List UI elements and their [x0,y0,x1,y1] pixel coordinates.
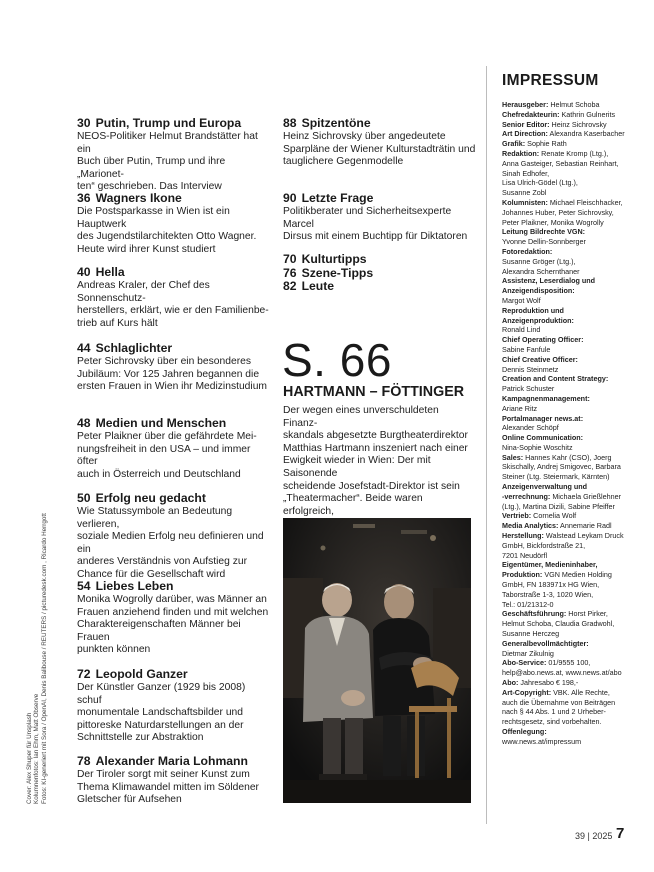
toc-entry[interactable] [77,416,272,481]
impressum-line [502,188,650,198]
impressum-value: VGN Medien Holding [542,570,612,580]
impressum-line [502,267,650,277]
toc-entry-heading [77,116,272,130]
toc-teaser-line: Sparpläne der Wiener Kulturstadträtin und [283,143,476,155]
impressum-label: Chefredakteurin: [502,109,560,119]
impressum-value: Alexandra Schernthaner [502,266,580,276]
impressum-label: Generalbevollmächtigter: [502,638,589,648]
impressum-value: auch die Übernahme von Beiträgen [502,697,616,707]
impressum-value: Michaela Grießlehner [550,491,622,501]
toc-teaser-line: Die Postsparkasse in Wien ist ein Hauptwerk [77,206,230,230]
impressum-value: Skischally, Andrej Smigovec, Barbara [502,462,621,472]
impressum-label: Geschäftsführung: [502,609,567,619]
toc-teaser-line: soziale Medien Erfolg neu definieren und ein [77,531,264,555]
toc-teaser [77,356,272,394]
impressum-value: Sophie Rath [525,139,567,149]
impressum-line [502,296,650,306]
toc-title: Letzte Frage [301,191,374,205]
impressum-line [502,129,650,139]
impressum-line [502,374,650,384]
impressum-label: Herausgeber: [502,100,549,109]
impressum-line [502,570,650,580]
toc-teaser [77,594,272,657]
toc-entry-heading [77,491,272,505]
impressum-line [502,462,650,472]
impressum-value: Heinz Sichrovsky [549,119,607,129]
toc-teaser-line: Peter Plaikner über die gefährdete Mei- [77,431,257,442]
impressum-line [502,169,650,179]
impressum-line [502,649,650,659]
toc-teaser-line: auch in Österreich und Deutschland [77,468,241,480]
toc-entry[interactable] [77,265,272,330]
page-number: 7 [616,825,625,842]
impressum-label: Online Communication: [502,433,584,443]
impressum-line [502,100,650,110]
toc-teaser [77,506,272,582]
toc-page-number: 50 [77,491,91,505]
impressum-line [502,218,650,228]
feature-page-number[interactable]: S. 66 [282,334,392,386]
toc-entry-heading [77,579,272,593]
toc-teaser-line: Andreas Kraler, der Chef des Sonnenschutz- [77,280,210,304]
impressum-value: Walstead Leykam Druck [543,531,624,541]
toc-entry-heading [77,754,272,768]
toc-entry[interactable] [77,341,272,394]
toc-teaser-line: Dirsus mit einem Buchtipp für Diktatoren [283,231,468,243]
toc-page-number: 30 [77,116,91,130]
toc-page-number: 48 [77,416,91,430]
impressum-value: Alexander Schöpf [502,423,559,433]
toc-teaser-line: Schnittstelle zur Abstraktion [77,732,204,744]
toc-teaser [77,280,272,330]
toc-page-number: 72 [77,667,91,681]
impressum-value: Renate Kromp (Ltg.), [539,148,609,158]
impressum-label: Grafik: [502,139,526,149]
toc-title: Wagners Ikone [95,191,182,205]
impressum-label: Anzeigenproduktion: [502,315,574,325]
toc-page-number: 90 [283,191,297,205]
impressum-value: Alexandra Kaserbacher [547,129,625,139]
impressum-line [502,443,650,453]
toc-entry[interactable] [77,491,272,582]
impressum-value: Annemarie Radl [558,521,612,531]
toc-entry[interactable] [77,191,272,256]
impressum-line [502,355,650,365]
toc-entry-heading [77,265,272,279]
impressum-label: Leitung Bildrechte VGN: [502,227,586,237]
impressum-label: Redaktion: [502,148,540,158]
impressum-line [502,110,650,120]
impressum-line [502,316,650,326]
impressum-line [502,365,650,375]
impressum-line [502,609,650,619]
impressum-line [502,472,650,482]
toc-teaser-line: Der Tiroler sorgt mit seiner Kunst zum [77,769,250,780]
toc-teaser-line: anderes Verständnis von Aufstieg zur [77,556,248,568]
toc-entry-heading [283,116,478,130]
impressum-line [502,502,650,512]
toc-teaser-line: Frauen anziehend finden und mit welchen [77,606,269,618]
impressum-line [502,394,650,404]
toc-teaser-line: Der Künstler Ganzer (1929 bis 2008) schuf [77,682,246,706]
toc-entry[interactable] [283,116,478,169]
toc-entry[interactable] [77,116,272,194]
impressum-line [502,237,650,247]
impressum-value: help@abo.news.at, www.news.at/abo [502,668,622,678]
impressum-label: Herstellung: [502,531,544,541]
toc-page-number: 78 [77,754,91,768]
impressum-value: Kathrin Gulnerits [559,109,616,119]
impressum-value: Steiner (Ltg. Steiermark, Kärnten) [502,472,610,482]
impressum-line [502,580,650,590]
toc-page-number: 54 [77,579,91,593]
toc-title: Liebes Leben [95,579,174,593]
tips-list [283,253,373,294]
toc-teaser-line: Charaktereigenschaften Männer bei Frauen [77,619,241,643]
impressum-line [502,619,650,629]
impressum-line [502,139,650,149]
toc-teaser [77,431,272,481]
impressum-value: GmbH, FN 183971x HG Wien, [502,580,600,590]
toc-entry-heading [77,341,272,355]
impressum-value: Jahresabo € 198,- [518,678,579,688]
toc-teaser-line: Peter Sichrovsky über ein besonderes [77,356,251,367]
toc-teaser-line: tauglichere Gegenmodelle [283,156,404,168]
toc-entry[interactable] [77,667,272,745]
impressum-line [502,629,650,639]
toc-teaser-line: punkten können [77,644,151,656]
toc-teaser [77,769,272,807]
impressum-value: VBK. Alle Rechte, [551,687,610,697]
toc-teaser [77,131,272,194]
tip-item[interactable]: 82 Leute [283,279,335,294]
impressum-line [502,335,650,345]
toc-entry[interactable] [77,754,272,807]
tip-item[interactable]: 76 Szene-Tipps [283,265,374,280]
impressum-line [502,286,650,296]
impressum-label: Offenlegung: [502,727,547,736]
impressum-line [502,521,650,531]
impressum-line [502,560,650,570]
impressum-label: Kampagnenmanagement: [502,393,590,403]
impressum-label: Abo-Service: [502,658,547,668]
impressum-value: 01/9555 100, [546,658,591,668]
toc-entry[interactable] [77,579,272,657]
impressum-line [502,149,650,159]
impressum-value: Sinah Edhofer, [502,168,550,178]
toc-title: Putin, Trump und Europa [95,116,242,130]
impressum-value: Johannes Huber, Peter Sichrovsky, [502,207,614,217]
impressum-line [502,707,650,717]
impressum-value: Peter Plaikner, Monika Wogrolly [502,217,604,227]
feature-teaser: Der wegen eines unverschuldeten Finanz- skandals abgesetzte Burgtheaterdirektor Matthias Hartmann inszeniert nach einer Ewigkeit wieder in Wien: Der mit Saisonende scheidende Josefstadt-Direktor ist sein „Theatermacher“. Beide waren erfolgreich, [283,405,468,517]
impressum-value: Dietmar Zikulnig [502,648,554,658]
impressum-value: Yvonne Dellin-Sonnberger [502,237,586,247]
impressum-label: Kolumnisten: [502,197,548,207]
toc-entry-heading [77,416,272,430]
impressum-line [502,737,650,747]
impressum-line [502,658,650,668]
toc-teaser [77,206,272,256]
impressum-title: IMPRESSUM [502,72,599,89]
impressum-value: Taborstraße 1-3, 1020 Wien, [502,589,594,599]
impressum-label: Art-Copyright: [502,687,552,697]
impressum-line [502,414,650,424]
toc-title: Hella [95,265,125,279]
impressum-line [502,120,650,130]
impressum-line [502,198,650,208]
impressum-line [502,178,650,188]
toc-teaser-line: Monika Wogrolly darüber, was Männer an [77,594,267,605]
impressum-label: Abo: [502,678,519,688]
impressum-value: 7201 Neudörfl [502,550,548,560]
impressum-divider [486,66,487,824]
issue-number: 39 | 2025 [575,831,613,841]
impressum-value: rechtsgesetz, sind vorbehalten. [502,717,602,727]
impressum-line [502,453,650,463]
impressum-value: Lisa Ulrich-Gödel (Ltg.), [502,178,578,188]
impressum-line [502,590,650,600]
impressum-line [502,345,650,355]
impressum-value: Nina-Sophie Woschitz [502,442,573,452]
impressum-line [502,541,650,551]
toc-teaser [283,131,478,169]
impressum-line [502,247,650,257]
impressum-value: Ronald Lind [502,325,541,335]
impressum-list [502,100,650,747]
impressum-value: Sabine Fanfule [502,344,551,354]
impressum-label: -verrechnung: [502,491,551,501]
impressum-label: Assistenz, Leserdialog und [502,276,596,286]
impressum-line [502,551,650,561]
impressum-line [502,482,650,492]
impressum-label: Sales: [502,452,524,462]
impressum-value: Susanne Zobl [502,188,547,198]
impressum-label: Vertrieb: [502,511,532,521]
toc-teaser-line: monumentale Landschaftsbilder und [77,707,244,719]
toc-entry-heading [283,191,478,205]
toc-teaser [283,206,478,244]
impressum-line [502,423,650,433]
toc-entry[interactable] [283,191,478,244]
impressum-value: nach § 44 Abs. 1 und 2 Urheber- [502,707,606,717]
toc-title: Medien und Menschen [95,416,227,430]
toc-teaser-line: Heinz Sichrovsky über angedeutete [283,131,446,142]
impressum-line [502,600,650,610]
impressum-value: Tel.: 01/21312-0 [502,599,554,609]
impressum-line [502,433,650,443]
impressum-value: Hannes Kahr (CSO), Joerg [523,452,612,462]
impressum-label: Anzeigenverwaltung und [502,482,588,492]
impressum-line [502,227,650,237]
toc-teaser-line: ten“ geschrieben. Das Interview [77,181,222,193]
impressum-line [502,717,650,727]
impressum-label: Creation and Content Strategy: [502,374,609,384]
impressum-line [502,531,650,541]
impressum-line [502,257,650,267]
toc-teaser-line: Jubiläum: Vor 125 Jahren begannen die [77,368,260,380]
toc-teaser-line: pittoreske Naturdarstellungen an der [77,719,244,731]
impressum-line [502,511,650,521]
impressum-line [502,208,650,218]
impressum-value: Cornelia Wolf [531,511,577,521]
impressum-line [502,492,650,502]
toc-title: Erfolg neu gedacht [95,491,206,505]
toc-teaser-line: Chance für die Gesellschaft wird [77,568,226,580]
impressum-line [502,276,650,286]
toc-teaser-line: Buch über Putin, Trump und ihre „Marionet- [77,156,226,180]
impressum-line [502,404,650,414]
toc-teaser-line: Gletscher für Aufsehen [77,794,182,806]
impressum-label: Reproduktion und [502,305,564,315]
toc-teaser-line: Heute wird ihrer Kunst studiert [77,243,216,255]
toc-teaser-line: NEOS-Politiker Helmut Brandstätter hat ein [77,131,258,155]
impressum-line [502,325,650,335]
feature-title[interactable]: HARTMANN – FÖTTINGER [283,384,465,400]
toc-teaser-line: nungsfreiheit in den USA – und immer öfter [77,443,251,468]
toc-page-number: 88 [283,116,297,130]
impressum-value: Dennis Steinmetz [502,364,559,374]
impressum-label: Media Analytics: [502,521,559,531]
impressum-line [502,306,650,316]
toc-entry-heading [77,191,272,205]
impressum-line [502,668,650,678]
toc-page-number: 36 [77,191,91,205]
toc-teaser-line: Thema Klimawandel mitten im Söldener [77,781,259,793]
impressum-label: Anzeigendisposition: [502,286,575,296]
tip-item[interactable]: 70 Kulturtipps [283,252,367,266]
impressum-label: Art Direction: [502,129,548,139]
impressum-value: Michael Fleischhacker, [547,197,623,207]
impressum-line [502,678,650,688]
impressum-label: Eigentümer, Medieninhaber, [502,560,598,570]
toc-title: Schlaglichter [95,341,173,355]
toc-page-number: 40 [77,265,91,279]
impressum-value: Helmut Schoba, Claudia Gradwohl, [502,619,615,629]
impressum-value: Ariane Ritz [502,403,538,413]
photo-illustration [283,518,471,803]
toc-page-number: 44 [77,341,91,355]
impressum-line [502,639,650,649]
impressum-value: Anna Gasteiger, Sebastian Reinhart, [502,158,619,168]
impressum-label: Produktion: [502,570,543,580]
impressum-label: Chief Creative Officer: [502,354,578,364]
toc-title: Alexander Maria Lohmann [95,754,248,768]
photo-credits: Cover: Alex Shuper für Unsplash Kolumnenfotos: Ian Ehm, Matt Observe Fotos: KI-generiert mit Sora / OpenAI, Denis Balibouse / REUTERS / picturedesk.com , Ricardo Herrgott [26,513,48,804]
impressum-value: GmbH, Bickfordstraße 21, [502,540,586,550]
impressum-line [502,727,650,737]
impressum-value: Margot Wolf [502,295,541,305]
impressum-line [502,384,650,394]
impressum-label: Chief Operating Officer: [502,335,584,345]
impressum-value: (Ltg.), Martina Dizili, Sabine Pfeiffer [502,501,615,511]
toc-teaser-line: Wie Statussymbole an Bedeutung verlieren, [77,506,233,530]
impressum-value: Susanne Gröger (Ltg.), [502,256,576,266]
feature-photo[interactable] [283,518,471,803]
toc-title: Spitzentöne [301,116,371,130]
impressum-value: Horst Pirker, [566,609,608,619]
toc-teaser-line: Politikberater und Sicherheitsexperte Marcel [283,206,452,230]
impressum-value: Susanne Herczeg [502,629,560,639]
impressum-line [502,159,650,169]
toc-teaser-line: des Jugendstilarchitekten Otto Wagner. [77,231,257,243]
toc-title: Leopold Ganzer [95,667,188,681]
toc-teaser-line: trieb auf Kurs hält [77,317,158,329]
impressum-value: Patrick Schuster [502,384,555,394]
impressum-line [502,698,650,708]
impressum-value: www.news.at/impressum [502,736,582,746]
impressum-line [502,688,650,698]
toc-teaser-line: ersten Frauen in Wien ihr Medizinstudium [77,381,267,393]
impressum-label: Fotoredaktion: [502,246,553,256]
impressum-value: Helmut Schoba [548,100,600,109]
toc-teaser-line: herstellers, erklärt, wie er den Familienbe- [77,305,269,317]
impressum-label: Senior Editor: [502,119,550,129]
toc-entry-heading [77,667,272,681]
impressum-label: Portalmanager news.at: [502,413,584,423]
toc-teaser [77,682,272,745]
